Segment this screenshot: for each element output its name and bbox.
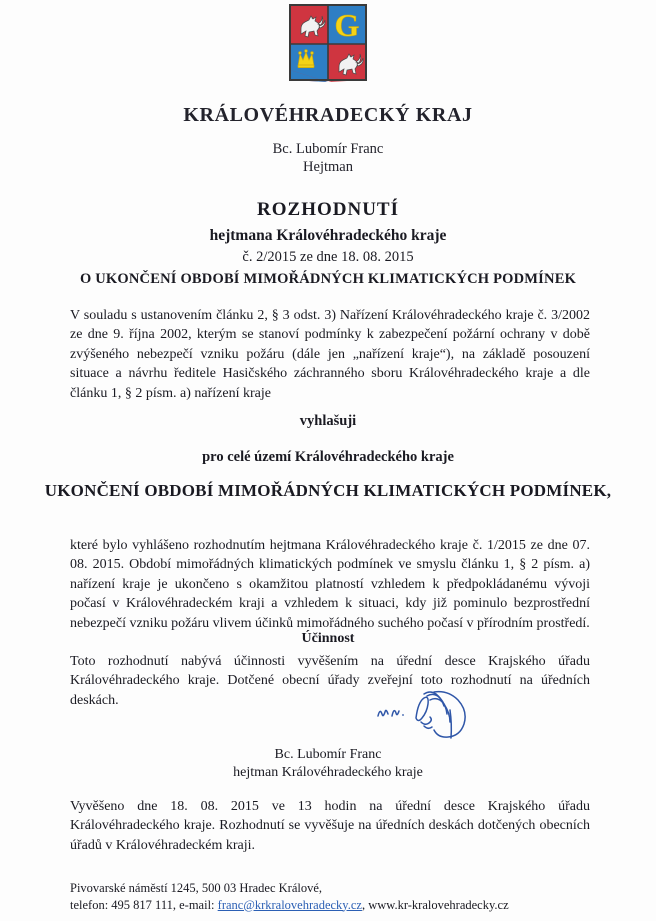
declaration-verb: vyhlašuji <box>299 413 357 429</box>
declaration-subject: UKONČENÍ OBDOBÍ MIMOŘÁDNÝCH KLIMATICKÝCH PODMÍNEK, <box>44 481 612 500</box>
footer-line-two <box>70 897 610 914</box>
posting-note-paragraph: Vyvěšeno dne 18. 08. 2015 ve 13 hodin na úřední desce Krajského úřadu Královéhradeckého kraje. Rozhodnutí se vyvěšuje na úředních deskách dotčených obecních úřadů v Královéhradeckém kraji. <box>70 799 590 853</box>
main-paragraph: které bylo vyhlášeno rozhodnutím hejtmana Královéhradeckého kraje č. 1/2015 ze dne 07. 08. 2015. Období mimořádných klimatických podmínek ve smyslu článku 1, § 2 písm. a) nařízení kraje je ukončeno s okamžitou platností vzhledem k předpokládanému vývoji počasí v Královéhradeckém kraji a vzhledem k situaci, kdy již pominulo bezprostřední nebezpečí vzniku požáru vlivem účinků mimořádného suchého počasí v přírodním prostředí. <box>70 538 590 631</box>
header-person-block <box>0 140 656 176</box>
header-person-name: Bc. Lubomír Franc <box>272 141 384 157</box>
organization-title: KRÁLOVÉHRADECKÝ KRAJ <box>183 104 473 126</box>
document-title-issuer: hejtmana Královéhradeckého kraje <box>209 227 447 244</box>
preamble-paragraph: V souladu s ustanovením článku 2, § 3 odst. 3) Nařízení Královéhradeckého kraje č. 3/2002 ze dne 9. října 2002, kterým se stanoví podmínky k zabezpečení požární ochrany v době zvýšeného nebezpečí vzniku požáru (dále jen „nařízení kraje“), na základě posouzení situace a návrhu ředitele Hasičského záchranného sboru Královéhradeckého kraje a dle článku 1, § 2 písm. a) nařízení kraje <box>70 308 590 401</box>
signature-role: hejtman Královéhradeckého kraje <box>233 765 423 780</box>
crest-container <box>0 4 656 88</box>
coat-of-arms-icon <box>289 4 367 83</box>
footer-phone-label: telefon: 495 817 111, e-mail: <box>70 897 218 912</box>
handwritten-signature-icon <box>372 690 502 746</box>
footer-separator: , <box>361 897 369 912</box>
signature-name: Bc. Lubomír Franc <box>274 747 382 762</box>
website-text: www.kr-kralovehradecky.cz <box>368 897 509 912</box>
document-title-reference: č. 2/2015 ze dne 18. 08. 2015 <box>242 249 414 265</box>
signature-block <box>0 690 656 800</box>
document-title-subject: O UKONČENÍ OBDOBÍ MIMOŘÁDNÝCH KLIMATICKÝCH PODMÍNEK <box>79 271 577 287</box>
declaration-scope: pro celé území Královéhradeckého kraje <box>202 449 454 465</box>
footer-contact <box>70 880 610 913</box>
header-person-role: Hejtman <box>303 159 353 175</box>
effectiveness-heading: Účinnost <box>301 631 355 646</box>
svg-text:G: G <box>334 7 360 43</box>
document-title-main: ROZHODNUTÍ <box>257 199 399 220</box>
document-title-block <box>0 199 656 288</box>
signature-names <box>0 746 656 782</box>
footer-address: Pivovarské náměstí 1245, 500 03 Hradec Králové, <box>70 881 323 895</box>
email-link[interactable]: franc@krkralovehradecky.cz <box>217 897 362 912</box>
effectiveness-paragraph: Toto rozhodnutí nabývá účinnosti vyvěšením na úřední desce Krajského úřadu Královéhradeckého kraje. Dotčené obecní úřady zveřejní toto rozhodnutí na úředních deskách. <box>70 654 590 708</box>
